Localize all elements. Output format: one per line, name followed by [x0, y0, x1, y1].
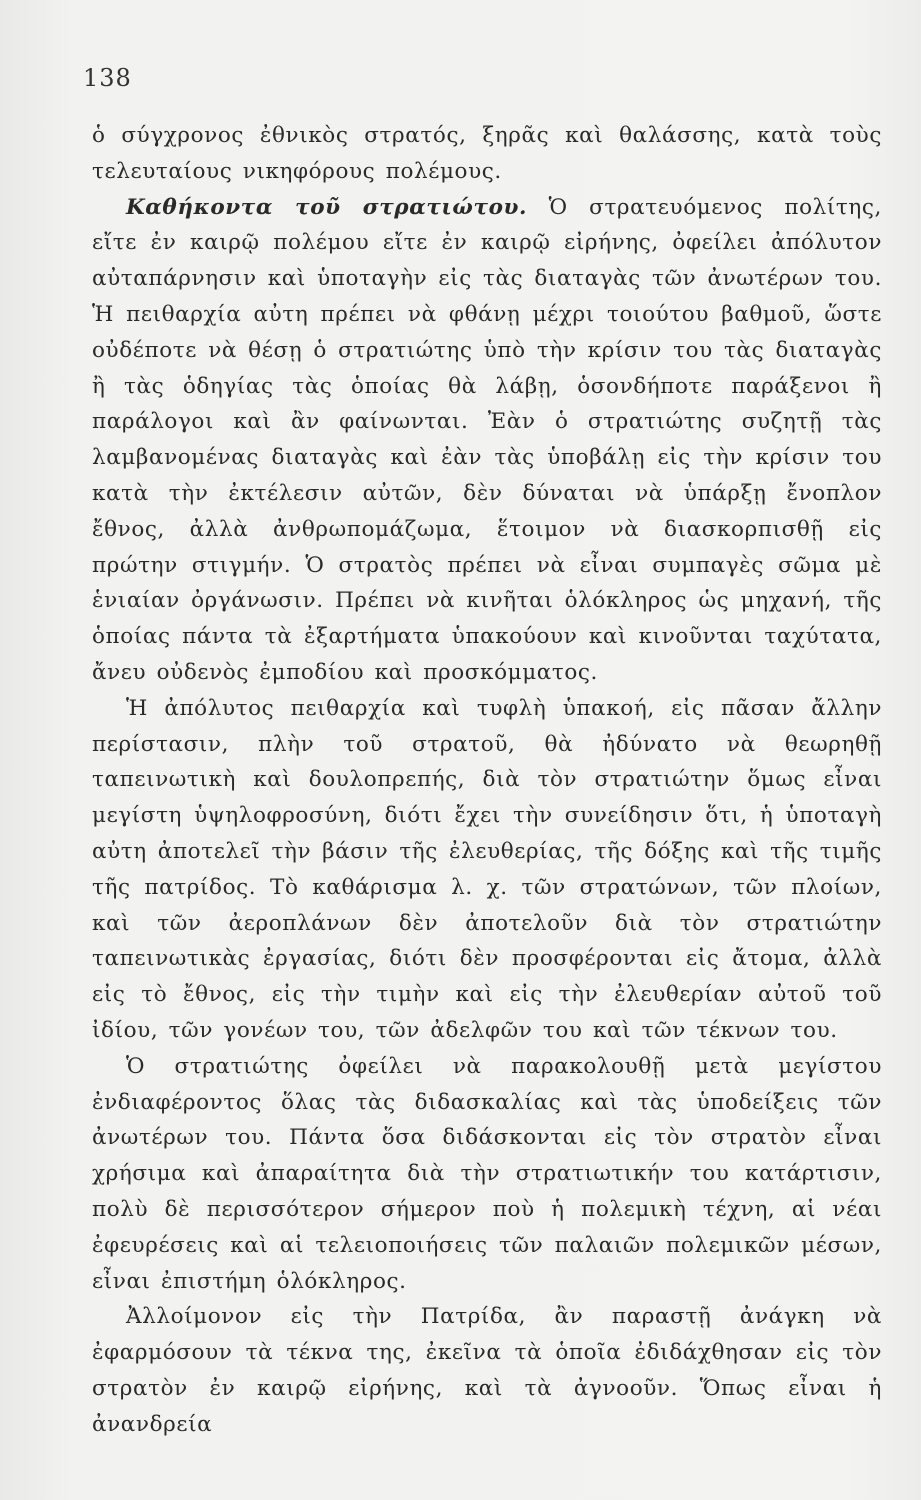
paragraph-text: ὁ σύγχρονος ἐθνικὸς στρατός, ξηρᾶς καὶ θαλάσσης, κατὰ τοὺς τελευταίους νικηφόρους πολέμους. [92, 123, 882, 184]
paragraph-text: Ἀλλοίμονον εἰς τὴν Πατρίδα, ἂν παραστῇ ἀνάγκη νὰ ἐφαρμόσουν τὰ τέκνα της, ἐκεῖνα τὰ ὁποῖα ἐδιδάχθησαν εἰς τὸν στρατὸν ἐν καιρῷ εἰρήνης, καὶ τὰ ἀγνοοῦν. Ὅπως εἶναι ἡ ἀνανδρεία [92, 1304, 882, 1437]
body-text [92, 118, 882, 1442]
paragraph-text: Ἡ ἀπόλυτος πειθαρχία καὶ τυφλὴ ὑπακοή, εἰς πᾶσαν ἄλλην περίστασιν, πλὴν τοῦ στρατοῦ, θὰ ἠδύνατο νὰ θεωρηθῇ ταπεινωτικὴ καὶ δουλοπρεπής, διὰ τὸν στρατιώτην ὅμως εἶναι μεγίστη ὑψηλοφροσύνη, διότι ἔχει τὴν συνείδησιν ὅτι, ἡ ὑποταγὴ αὐτη ἀποτελεῖ τὴν βάσιν τῆς ἐλευθερίας, τῆς δόξης καὶ τῆς τιμῆς τῆς πατρίδος. Τὸ καθάρισμα λ. χ. τῶν στρατώνων, τῶν πλοίων, καὶ τῶν ἀεροπλάνων δὲν ἀποτελοῦν διὰ τὸν στρατιώτην ταπεινωτικὰς ἐργασίας, διότι δὲν προσφέρονται εἰς ἄτομα, ἀλλὰ εἰς τὸ ἔθνος, εἰς τὴν τιμὴν καὶ εἰς τὴν ἐλευθερίαν αὐτοῦ τοῦ ἰδίου, τῶν γονέων του, τῶν ἀδελφῶν του καὶ τῶν τέκνων του. [92, 695, 882, 1043]
paragraph-2 [92, 190, 882, 691]
section-heading: Καθήκοντα τοῦ στρατιώτου. [126, 194, 528, 220]
paragraph-text: Ὁ στρατευόμενος πολίτης, εἴτε ἐν καιρῷ πολέμου εἴτε ἐν καιρῷ εἰρήνης, ὀφείλει ἀπόλυτον αὐταπάρνησιν καὶ ὑποταγὴν εἰς τὰς διαταγὰς τῶν ἀνωτέρων του. Ἡ πειθαρχία αὐτη πρέπει νὰ φθάνῃ μέχρι τοιούτου βαθμοῦ, ὥστε οὐδέποτε νὰ θέσῃ ὁ στρατιώτης ὑπὸ τὴν κρίσιν του τὰς διαταγὰς ἢ τὰς ὁδηγίας τὰς ὁποίας θὰ λάβῃ, ὁσονδήποτε παράξενοι ἢ παράλογοι καὶ ἂν φαίνωνται. Ἐὰν ὁ στρατιώτης συζητῇ τὰς λαμβανομένας διαταγὰς καὶ ἐὰν τὰς ὑποβάλῃ εἰς τὴν κρίσιν του κατὰ τὴν ἐκτέλεσιν αὐτῶν, δὲν δύναται νὰ ὑπάρξῃ ἔνοπλον ἔθνος, ἀλλὰ ἀνθρωπομάζωμα, ἕτοιμον νὰ διασκορπισθῇ εἰς πρώτην στιγμήν. Ὁ στρατὸς πρέπει νὰ εἶναι συμπαγὲς σῶμα μὲ ἑνιαίαν ὀργάνωσιν. Πρέπει νὰ κινῆται ὁλόκληρος ὡς μηχανή, τῆς ὁποίας πάντα τὰ ἐξαρτήματα ὑπακούουν καὶ κινοῦνται ταχύτατα, ἄνευ οὐδενὸς ἐμποδίου καὶ προσκόμματος. [92, 194, 882, 685]
paragraph-1 [92, 118, 882, 190]
paragraph-4 [92, 1049, 882, 1300]
paragraph-3 [92, 691, 882, 1049]
page-number: 138 [83, 64, 132, 92]
paragraph-text: Ὁ στρατιώτης ὀφείλει νὰ παρακολουθῇ μετὰ μεγίστου ἐνδιαφέροντος ὅλας τὰς διδασκαλίας καὶ τὰς ὑποδείξεις τῶν ἀνωτέρων του. Πάντα ὅσα διδάσκονται εἰς τὸν στρατὸν εἶναι χρήσιμα καὶ ἀπαραίτητα διὰ τὴν στρατιωτικήν του κατάρτισιν, πολὺ δὲ περισσότερον σήμερον ποὺ ἡ πολεμικὴ τέχνη, αἱ νέαι ἐφευρέσεις καὶ αἱ τελειοποιήσεις τῶν παλαιῶν πολεμικῶν μέσων, εἶναι ἐπιστήμη ὁλόκληρος. [92, 1053, 882, 1294]
paragraph-5 [92, 1299, 882, 1442]
